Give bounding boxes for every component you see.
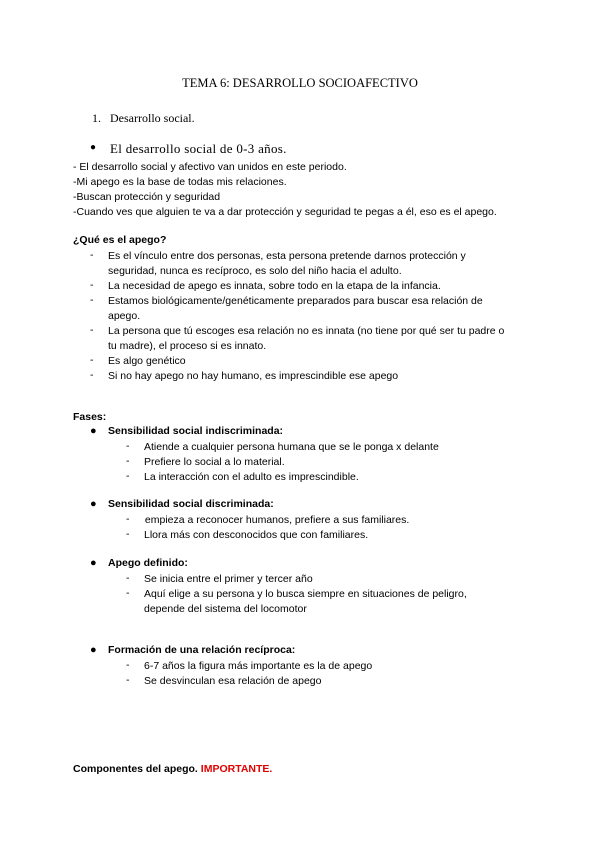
section-number: 1. xyxy=(92,111,101,125)
dash-marker: - xyxy=(126,674,130,686)
phase-item: Se inicia entre el primer y tercer año xyxy=(144,573,313,585)
intro-line: -Buscan protección y seguridad xyxy=(73,191,221,203)
apego-item: La necesidad de apego es innata, sobre todo en la etapa de la infancia. xyxy=(108,280,441,292)
intro-line: - El desarrollo social y afectivo van unidos en este periodo. xyxy=(73,161,347,173)
dash-marker: - xyxy=(126,440,130,452)
page-title: TEMA 6: DESARROLLO SOCIOAFECTIVO xyxy=(182,76,418,90)
phase-item: Aquí elige a su persona y lo busca siempre en situaciones de peligro, xyxy=(144,588,467,600)
phase-item: 6-7 años la figura más importante es la de apego xyxy=(144,660,373,672)
phase-item: La interacción con el adulto es imprescindible. xyxy=(144,471,359,483)
dash-marker: - xyxy=(126,455,130,467)
bullet-marker: ● xyxy=(90,425,97,437)
bullet-marker: ● xyxy=(90,644,97,656)
intro-line: -Cuando ves que alguien te va a dar protección y seguridad te pegas a él, eso es el apego. xyxy=(73,206,497,218)
phase-item: Atiende a cualquier persona humana que se le ponga x delante xyxy=(144,441,439,453)
apego-item: seguridad, nunca es recíproco, es solo del niño hacia el adulto. xyxy=(108,265,402,277)
phase-title: Formación de una relación recíproca: xyxy=(108,644,296,656)
dash-marker: - xyxy=(90,279,94,291)
dash-marker: - xyxy=(90,249,94,261)
dash-marker: - xyxy=(90,354,94,366)
phase-item: Llora más con desconocidos que con familiares. xyxy=(144,529,369,541)
subsection-bullet: ● xyxy=(90,142,97,153)
apego-item: apego. xyxy=(108,310,141,322)
dash-marker: - xyxy=(126,587,130,599)
phase-title: Sensibilidad social discriminada: xyxy=(108,498,274,510)
dash-marker: - xyxy=(126,528,130,540)
apego-item: tu madre), el proceso si es innato. xyxy=(108,340,267,352)
dash-marker: - xyxy=(90,294,94,306)
dash-marker: - xyxy=(126,513,130,525)
dash-marker: - xyxy=(126,659,130,671)
important-label: IMPORTANTE. xyxy=(200,763,273,775)
bullet-marker: ● xyxy=(90,557,97,569)
bullet-marker: ● xyxy=(90,498,97,510)
apego-heading: ¿Qué es el apego? xyxy=(73,234,167,246)
intro-line: -Mi apego es la base de todas mis relaciones. xyxy=(73,176,287,188)
dash-marker: - xyxy=(126,572,130,584)
dash-marker: - xyxy=(90,369,94,381)
dash-marker: - xyxy=(90,324,94,336)
fases-heading: Fases: xyxy=(73,411,107,423)
phase-item: Se desvinculan esa relación de apego xyxy=(144,675,322,687)
apego-item: La persona que tú escoges esa relación no es innata (no tiene por qué ser tu padre o xyxy=(108,325,505,337)
apego-item: Es algo genético xyxy=(108,355,186,367)
phase-item: empieza a reconocer humanos, prefiere a sus familiares. xyxy=(142,514,410,526)
apego-item: Si no hay apego no hay humano, es imprescindible ese apego xyxy=(108,370,399,382)
componentes-label: Componentes del apego. xyxy=(73,763,198,775)
phase-item: depende del sistema del locomotor xyxy=(144,603,307,615)
subsection-heading: El desarrollo social de 0-3 años. xyxy=(110,141,287,156)
phase-item: Prefiere lo social a lo material. xyxy=(144,456,285,468)
section-heading: Desarrollo social. xyxy=(110,111,195,125)
phase-title: Apego definido: xyxy=(108,557,188,569)
apego-item: Es el vínculo entre dos personas, esta persona pretende darnos protección y xyxy=(108,250,466,262)
apego-item: Estamos biológicamente/genéticamente preparados para buscar esa relación de xyxy=(108,295,483,307)
dash-marker: - xyxy=(126,470,130,482)
phase-title: Sensibilidad social indiscriminada: xyxy=(108,425,284,437)
componentes-heading xyxy=(73,763,272,775)
